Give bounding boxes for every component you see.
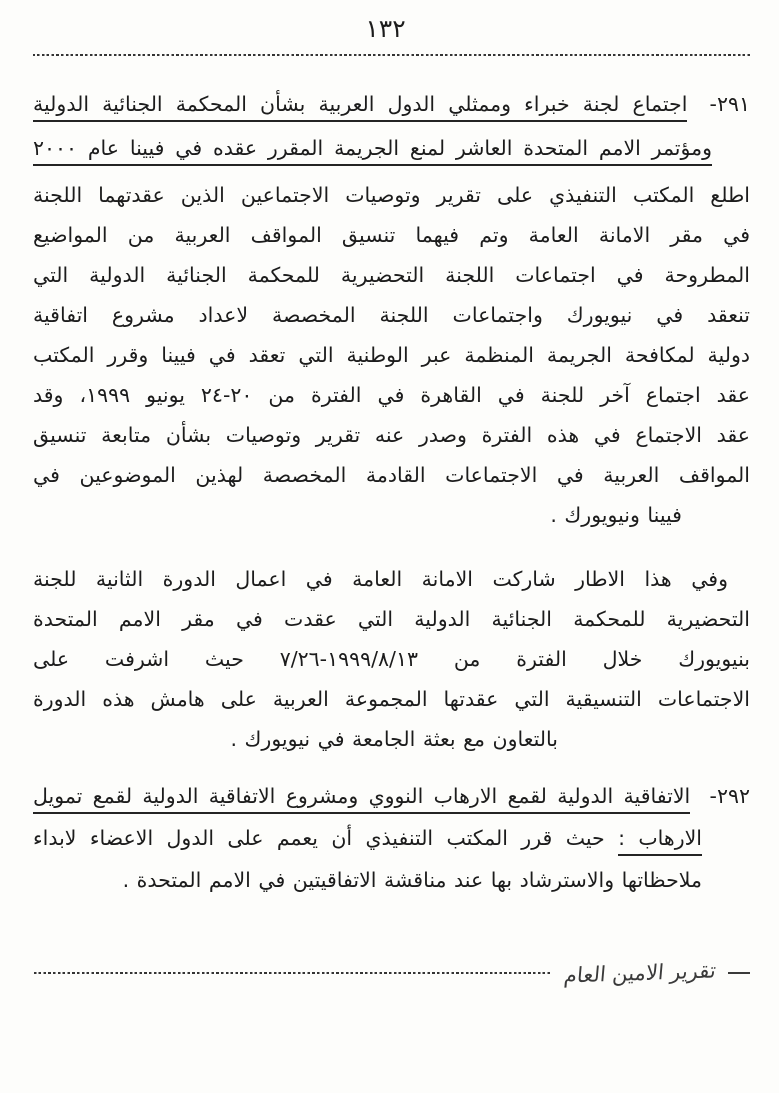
item-291-title-line-1 [33,82,750,126]
date-line-after: حيث اشرفت على [33,647,244,671]
item-292-lead-word: الارهاب : [618,826,702,856]
text-line: التحضيرية للمحكمة الجنائية الدولية التي عقدت في مقر الامم المتحدة [33,607,750,631]
text-line: دولية لمكافحة الجريمة المنظمة عبر الوطنية التي تعقد في فيينا وقرر المكتب [33,343,750,367]
date-line-before: بنيويورك خلال الفترة من [453,647,750,671]
footer-running-title: تقرير الامين العام [563,958,718,988]
text-line: بالتعاون مع بعثة الجامعة في نيويورك . [230,727,558,751]
text-line: المطروحة في اجتماعات اللجنة التحضيرية للمحكمة الجنائية الدولية التي [33,263,750,287]
page-footer [33,958,750,988]
text-line: عقد اجتماع آخر للجنة في القاهرة في الفترة من ٢٠-٢٤ يونيو ١٩٩٩، وقد [33,383,751,407]
item-291-title-text-2: ومؤتمر الامم المتحدة العاشر لمنع الجريمة المقرر عقده في فيينا عام ٢٠٠٠ [33,136,712,166]
item-291-number: ٢٩١- [709,92,750,116]
item-291-paragraph-2 [33,559,750,759]
text-line: المواقف العربية في الاجتماعات القادمة المخصصة لهذين الموضوعين في [33,463,750,487]
text-line: عقد الاجتماع في هذه الفترة وصدر عنه تقرير وتوصيات بشأن متابعة تنسيق [33,423,750,447]
item-292-title-text: الاتفاقية الدولية لقمع الارهاب النووي ومشروع الاتفاقية الدولية لقمع تمويل [33,784,690,814]
page-number: ١٣٢ [365,14,406,43]
section-292 [33,775,750,901]
footer-short-dash [728,972,750,974]
text-line: اطلع المكتب التنفيذي على تقرير وتوصيات الاجتماعين الذين عقدتهما اللجنة [33,183,750,207]
text-line: وفي هذا الاطار شاركت الامانة العامة في اعمال الدورة الثانية للجنة [33,567,728,591]
text-line: فيينا ونيويورك . [550,503,682,527]
date-range: ١٩٩٩/٨/١٣-٧/٢٦ [279,647,418,671]
item-292-title-line [33,775,750,817]
item-291-paragraph-1 [33,175,750,535]
top-divider [33,54,750,56]
text-line: تنعقد في نيويورك واجتماعات اللجنة المخصصة لاعداد مشروع اتفاقية [33,303,750,327]
item-291-title-text: اجتماع لجنة خبراء وممثلي الدول العربية بشأن المحكمة الجنائية الدولية [33,92,687,122]
text-line: الاجتماعات التنسيقية التي عقدتها المجموعة العربية على هامش هذه الدورة [33,687,750,711]
item-292-number: ٢٩٢- [709,784,750,808]
item-292-body-text: حيث قرر المكتب التنفيذي أن يعمم على الدول الاعضاء لابداء [33,826,605,850]
text-line-with-date [33,639,750,679]
item-292-body-line-1 [33,817,750,859]
item-291-title-line-2 [33,126,750,170]
footer-divider [33,972,550,974]
text-line: في مقر الامانة العامة وتم فيهما تنسيق المواقف العربية من المواضيع [33,223,750,247]
item-292-body-line-2: ملاحظاتها والاسترشاد بها عند مناقشة الاتفاقيتين في الامم المتحدة . [122,868,702,892]
section-291 [33,82,750,759]
